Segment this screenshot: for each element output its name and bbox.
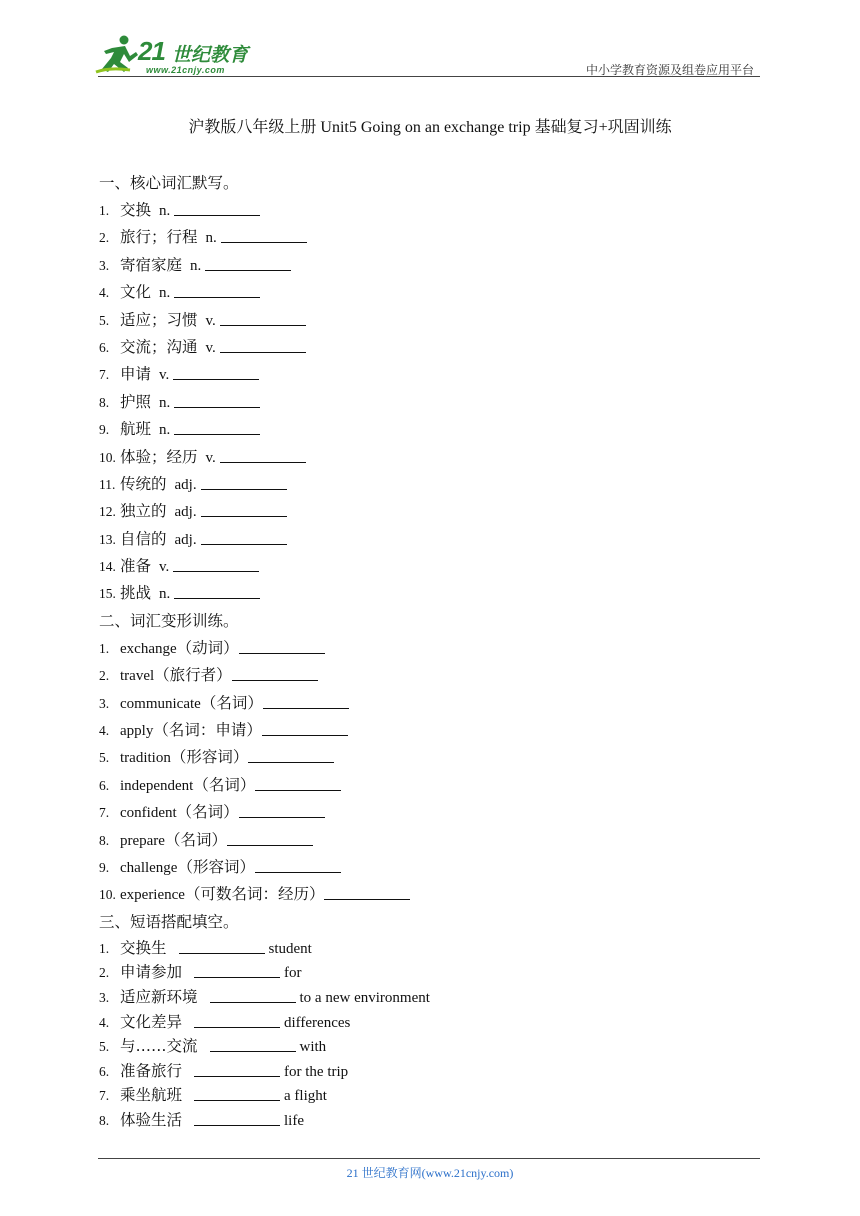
answer-blank[interactable] [174,199,260,216]
item-hint: （名词） [164,830,227,849]
answer-blank[interactable] [194,961,280,978]
logo-number: 21 [138,36,165,66]
list-item [99,772,759,799]
vocabulary-list [99,197,759,608]
site-logo [94,34,264,80]
item-number: 4. [99,723,110,739]
answer-blank[interactable] [194,1011,280,1028]
item-number: 8. [99,1112,110,1128]
item-number: 14. [99,559,116,575]
item-part-of-speech: n. [159,285,171,302]
item-hint: （旅行者） [154,666,232,685]
list-item [99,960,759,985]
list-item [99,1034,759,1059]
item-chinese: 与……交流 [120,1037,198,1056]
item-chinese: 交换生 [120,938,167,957]
answer-blank[interactable] [205,254,291,271]
list-item [99,279,759,306]
list-item [99,498,759,525]
header-platform-text: 中小学教育资源及组卷应用平台 [585,63,754,77]
item-number: 7. [99,805,110,821]
answer-blank[interactable] [174,281,260,298]
item-hint: （可数名词：经历） [184,885,325,904]
item-part-of-speech: n. [190,257,202,274]
item-chinese: 体验生活 [120,1110,183,1129]
item-chinese: 适应；习惯 [120,310,198,329]
logo-text: 世纪教育 [172,44,249,66]
item-english: challenge [120,859,178,876]
item-chinese: 护照 [120,392,152,411]
item-part-of-speech: n. [159,422,171,439]
item-number: 9. [99,422,110,438]
item-number: 10. [99,887,116,903]
item-english: independent [120,777,194,794]
item-chinese: 航班 [120,420,152,439]
item-hint: （名词） [200,693,263,712]
item-chinese: 申请 [120,365,152,384]
footer-divider [98,1158,760,1159]
item-english: communicate [120,695,201,712]
answer-blank[interactable] [220,309,306,326]
item-number: 8. [99,832,110,848]
answer-blank[interactable] [174,582,260,599]
item-number: 13. [99,531,116,547]
item-hint: （名词） [176,803,239,822]
list-item [99,1108,759,1133]
item-chinese: 体验；经历 [120,447,198,466]
item-part-of-speech: v. [205,312,216,329]
item-chinese: 旅行；行程 [120,228,198,247]
list-item [99,389,759,416]
list-item [99,416,759,443]
list-item [99,985,759,1010]
header-divider [98,76,760,77]
list-item [99,444,759,471]
answer-blank[interactable] [210,986,296,1003]
list-item [99,827,759,854]
item-english-tail: with [299,1039,327,1056]
list-item [99,854,759,881]
item-number: 3. [99,989,110,1005]
word-forms-list [99,635,759,909]
item-english-tail: differences [284,1014,351,1031]
item-english: exchange [120,640,177,657]
item-hint: （名词：申请） [153,721,262,740]
list-item [99,361,759,388]
item-number: 6. [99,1063,110,1079]
answer-blank[interactable] [239,801,325,818]
answer-blank[interactable] [194,1109,280,1126]
worksheet-content [99,170,759,1133]
item-english-tail: for [284,965,302,982]
item-number: 7. [99,367,110,383]
answer-blank[interactable] [324,883,410,900]
item-chinese: 交换 [120,201,152,219]
answer-blank[interactable] [201,500,287,517]
item-chinese: 适应新环境 [120,987,198,1006]
item-hint: （形容词） [177,857,255,876]
item-chinese: 准备 [120,557,152,576]
item-number: 1. [99,940,110,956]
answer-blank[interactable] [248,746,334,763]
answer-blank[interactable] [220,446,306,463]
item-english: tradition [120,750,171,767]
list-item [99,334,759,361]
item-number: 4. [99,1014,110,1030]
list-item [99,197,759,224]
item-part-of-speech: n. [159,394,171,411]
item-part-of-speech: adj. [174,504,197,521]
item-part-of-speech: v. [159,367,170,384]
item-number: 11. [99,476,116,492]
item-part-of-speech: v. [205,339,216,356]
answer-blank[interactable] [255,856,341,873]
item-hint: （名词） [193,775,256,794]
item-part-of-speech: adj. [174,476,197,493]
item-part-of-speech: v. [205,449,216,466]
item-number: 10. [99,449,116,465]
list-item [99,1083,759,1108]
item-chinese: 文化差异 [120,1012,183,1031]
answer-blank[interactable] [221,226,307,243]
item-english-tail: student [268,940,312,957]
list-item [99,662,759,689]
answer-blank[interactable] [227,829,313,846]
answer-blank[interactable] [201,473,287,490]
item-english: apply [120,723,154,740]
list-item [99,744,759,771]
list-item [99,717,759,744]
section-heading-phrases: 三、短语搭配填空。 [99,912,239,931]
item-english-tail: a flight [284,1088,327,1105]
item-number: 15. [99,586,116,602]
item-number: 5. [99,750,110,766]
item-number: 12. [99,504,116,520]
item-number: 1. [99,203,110,218]
list-item [99,471,759,498]
section-heading-vocabulary: 一、核心词汇默写。 [99,174,239,192]
item-number: 3. [99,695,110,711]
logo-url: www.21cnjy.com [146,65,225,75]
item-english: prepare [120,832,165,849]
runner-logo-icon [94,34,140,76]
phrases-list [99,936,759,1133]
list-item [99,1010,759,1035]
answer-blank[interactable] [194,1060,280,1077]
list-item [99,307,759,334]
item-number: 2. [99,668,110,684]
item-number: 4. [99,285,110,301]
item-hint: （形容词） [170,748,249,767]
footer-text: 21 世纪教育网(www.21cnjy.com) [346,1166,514,1180]
list-item [99,690,759,717]
answer-blank[interactable] [179,937,265,954]
item-number: 7. [99,1088,110,1104]
item-chinese: 乘坐航班 [120,1086,183,1105]
item-number: 2. [99,965,110,981]
document-title: 沪教版八年级上册 Unit5 Going on an exchange trip 基础复习+巩固训练 [188,119,672,136]
item-english: confident [120,805,177,822]
item-chinese: 挑战 [120,584,152,603]
item-number: 6. [99,777,110,793]
item-chinese: 申请参加 [120,963,183,982]
answer-blank[interactable] [255,774,341,791]
list-item [99,252,759,279]
item-chinese: 文化 [120,283,152,302]
item-english-tail: life [284,1112,305,1129]
item-english-tail: for the trip [284,1063,349,1080]
answer-blank[interactable] [174,418,260,435]
item-chinese: 寄宿家庭 [120,255,183,274]
item-part-of-speech: adj. [174,531,197,548]
item-chinese: 准备旅行 [120,1061,183,1080]
list-item [99,553,759,580]
item-english-tail: to a new environment [299,989,430,1006]
item-part-of-speech: v. [159,559,170,576]
item-english: experience [120,887,185,904]
section-heading-word-forms: 二、词汇变形训练。 [99,611,239,630]
answer-blank[interactable] [263,692,349,709]
answer-blank[interactable] [173,555,259,572]
list-item [99,881,759,908]
answer-blank[interactable] [239,637,325,654]
list-item [99,224,759,251]
item-number: 3. [99,257,110,273]
list-item [99,635,759,662]
answer-blank[interactable] [174,391,260,408]
item-number: 9. [99,859,110,875]
item-number: 5. [99,312,110,328]
item-number: 2. [99,230,110,246]
item-part-of-speech: n. [159,586,171,603]
item-part-of-speech: n. [205,230,217,247]
item-chinese: 自信的 [120,529,167,548]
item-number: 1. [99,640,110,656]
answer-blank[interactable] [210,1035,296,1052]
item-number: 5. [99,1039,110,1055]
answer-blank[interactable] [220,336,306,353]
answer-blank[interactable] [232,664,318,681]
list-item [99,936,759,961]
answer-blank[interactable] [201,528,287,545]
item-number: 6. [99,339,110,355]
list-item [99,580,759,607]
item-chinese: 独立的 [120,502,167,521]
item-english: travel [120,668,155,685]
item-chinese: 交流；沟通 [120,337,198,356]
item-chinese: 传统的 [120,474,167,493]
answer-blank[interactable] [194,1084,280,1101]
list-item [99,799,759,826]
answer-blank[interactable] [262,719,348,736]
list-item [99,1059,759,1084]
item-hint: （动词） [176,638,239,657]
item-part-of-speech: n. [159,203,171,219]
answer-blank[interactable] [173,363,259,380]
list-item [99,526,759,553]
item-number: 8. [99,394,110,410]
